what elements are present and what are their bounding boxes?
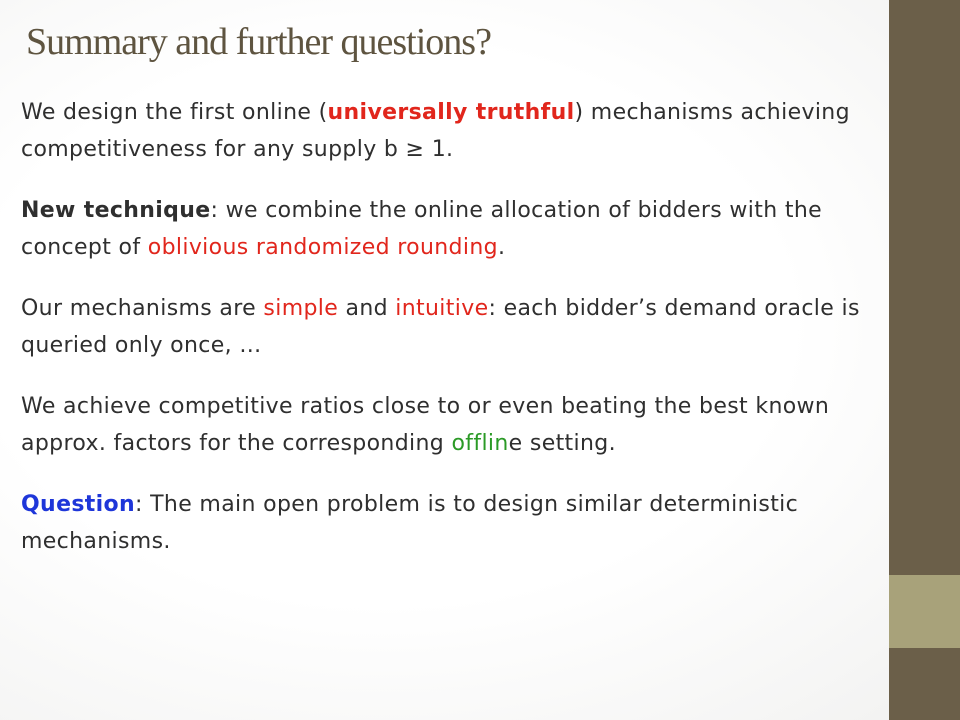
paragraph-new-technique [21, 192, 866, 266]
highlight-universally-truthful: universally truthful [327, 100, 575, 125]
paragraph-text: e setting. [508, 431, 616, 456]
highlight-offline: offlin [451, 431, 509, 456]
paragraph-text: and [338, 296, 396, 321]
paragraph-text: Our mechanisms are [21, 296, 264, 321]
paragraph-simple-intuitive [21, 290, 866, 364]
highlight-simple: simple [263, 296, 339, 321]
highlight-oblivious-rounding: oblivious randomized rounding [147, 235, 498, 260]
slide-title: Summary and further questions? [26, 21, 491, 63]
paragraph-text: ) mechanisms achieving competitiveness for any supply b ≥ 1. [21, 100, 850, 162]
paragraph-mechanisms [21, 94, 866, 168]
paragraph-text: : we combine the online allocation of bidders with the concept of [21, 198, 822, 260]
paragraph-text: : The main open problem is to design similar deterministic mechanisms. [21, 492, 799, 554]
label-new-technique: New technique [21, 198, 211, 223]
paragraph-competitive-ratios [21, 388, 866, 462]
paragraph-text: . [497, 235, 506, 260]
right-accent-block [889, 575, 960, 648]
highlight-intuitive: intuitive [395, 296, 489, 321]
paragraph-question [21, 486, 866, 560]
paragraph-text: We design the first online ( [21, 100, 328, 125]
paragraph-text: : each bidder’s demand oracle is queried only once, … [21, 296, 860, 358]
label-question: Question [21, 492, 136, 517]
paragraph-text: We achieve competitive ratios close to or even beating the best known approx. factors for the corresponding [21, 394, 830, 456]
slide-body [21, 94, 866, 584]
